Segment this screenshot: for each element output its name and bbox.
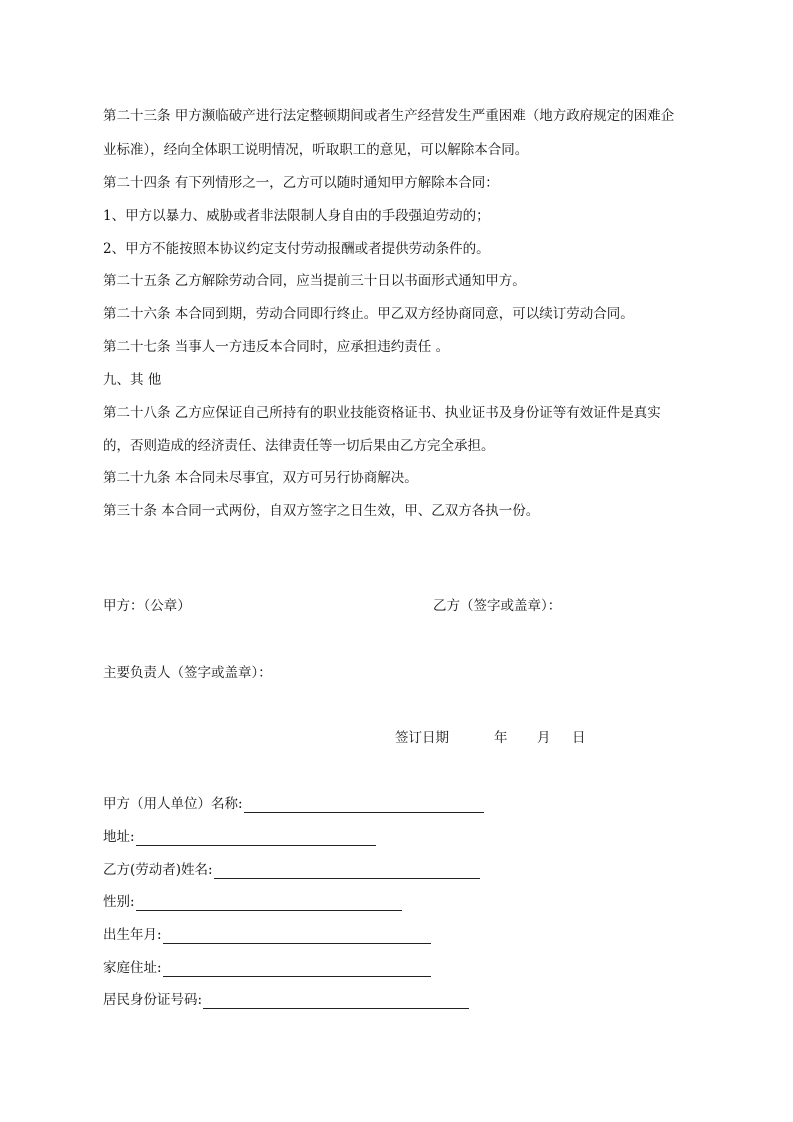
section-9-heading: 九、其 他 bbox=[103, 372, 162, 388]
clause-23-line-1: 第二十三条 甲方濒临破产进行法定整顿期间或者生产经营发生严重困难（地方政府规定的困难企 bbox=[103, 108, 675, 124]
signing-date-label: 签订日期 bbox=[395, 730, 449, 746]
id-number-blank[interactable] bbox=[203, 994, 469, 1009]
id-number-label: 居民身份证号码: bbox=[103, 992, 203, 1008]
clause-28-line-1: 第二十八条 乙方应保证自己所持有的职业技能资格证书、执业证书及身份证等有效证件是真实 bbox=[103, 405, 661, 421]
gender-field bbox=[103, 893, 402, 911]
birth-date-blank[interactable] bbox=[163, 929, 431, 944]
clause-24-item-1: 1、甲方以暴力、威胁或者非法限制人身自由的手段强迫劳动的； bbox=[103, 208, 490, 224]
worker-name-label: 乙方(劳动者)姓名: bbox=[103, 862, 213, 878]
birth-date-label: 出生年月: bbox=[103, 927, 162, 943]
address-blank[interactable] bbox=[136, 831, 376, 846]
employer-name-label: 甲方（用人单位）名称: bbox=[103, 796, 243, 812]
address-field bbox=[103, 828, 376, 846]
party-b-signature-label: 乙方（签字或盖章）： bbox=[433, 598, 562, 614]
home-address-field bbox=[103, 959, 431, 977]
gender-blank[interactable] bbox=[136, 896, 402, 911]
home-address-label: 家庭住址: bbox=[103, 960, 162, 976]
signing-date-year: 年 bbox=[494, 730, 508, 746]
worker-name-field bbox=[103, 861, 480, 879]
signing-date-day: 日 bbox=[572, 730, 586, 746]
clause-25: 第二十五条 乙方解除劳动合同，应当提前三十日以书面形式通知甲方。 bbox=[103, 273, 526, 289]
clause-27: 第二十七条 当事人一方违反本合同时，应承担违约责任 。 bbox=[103, 339, 450, 355]
clause-24-item-2: 2、甲方不能按照本协议约定支付劳动报酬或者提供劳动条件的。 bbox=[103, 241, 490, 257]
id-number-field bbox=[103, 991, 469, 1009]
employer-name-field bbox=[103, 795, 484, 813]
address-label: 地址: bbox=[103, 829, 135, 845]
clause-28-line-2: 的，否则造成的经济责任、法律责任等一切后果由乙方完全承担。 bbox=[103, 438, 495, 454]
clause-23-line-2: 业标准），经向全体职工说明情况，听取职工的意见，可以解除本合同。 bbox=[103, 142, 529, 158]
signing-date-month: 月 bbox=[537, 730, 551, 746]
clause-30: 第三十条 本合同一式两份，自双方签字之日生效，甲、乙双方各执一份。 bbox=[103, 503, 540, 519]
home-address-blank[interactable] bbox=[163, 962, 431, 977]
worker-name-blank[interactable] bbox=[214, 864, 480, 879]
clause-24: 第二十四条 有下列情形之一，乙方可以随时通知甲方解除本合同： bbox=[103, 175, 499, 191]
birth-date-field bbox=[103, 926, 431, 944]
clause-29: 第二十九条 本合同未尽事宜，双方可另行协商解决。 bbox=[103, 470, 418, 486]
clause-26: 第二十六条 本合同到期，劳动合同即行终止。甲乙双方经协商同意，可以续订劳动合同。 bbox=[103, 306, 634, 322]
gender-label: 性别: bbox=[103, 894, 135, 910]
employer-name-blank[interactable] bbox=[244, 798, 484, 813]
principal-signature-label: 主要负责人（签字或盖章）： bbox=[103, 665, 272, 681]
party-a-seal-label: 甲方：（公章） bbox=[103, 598, 191, 614]
